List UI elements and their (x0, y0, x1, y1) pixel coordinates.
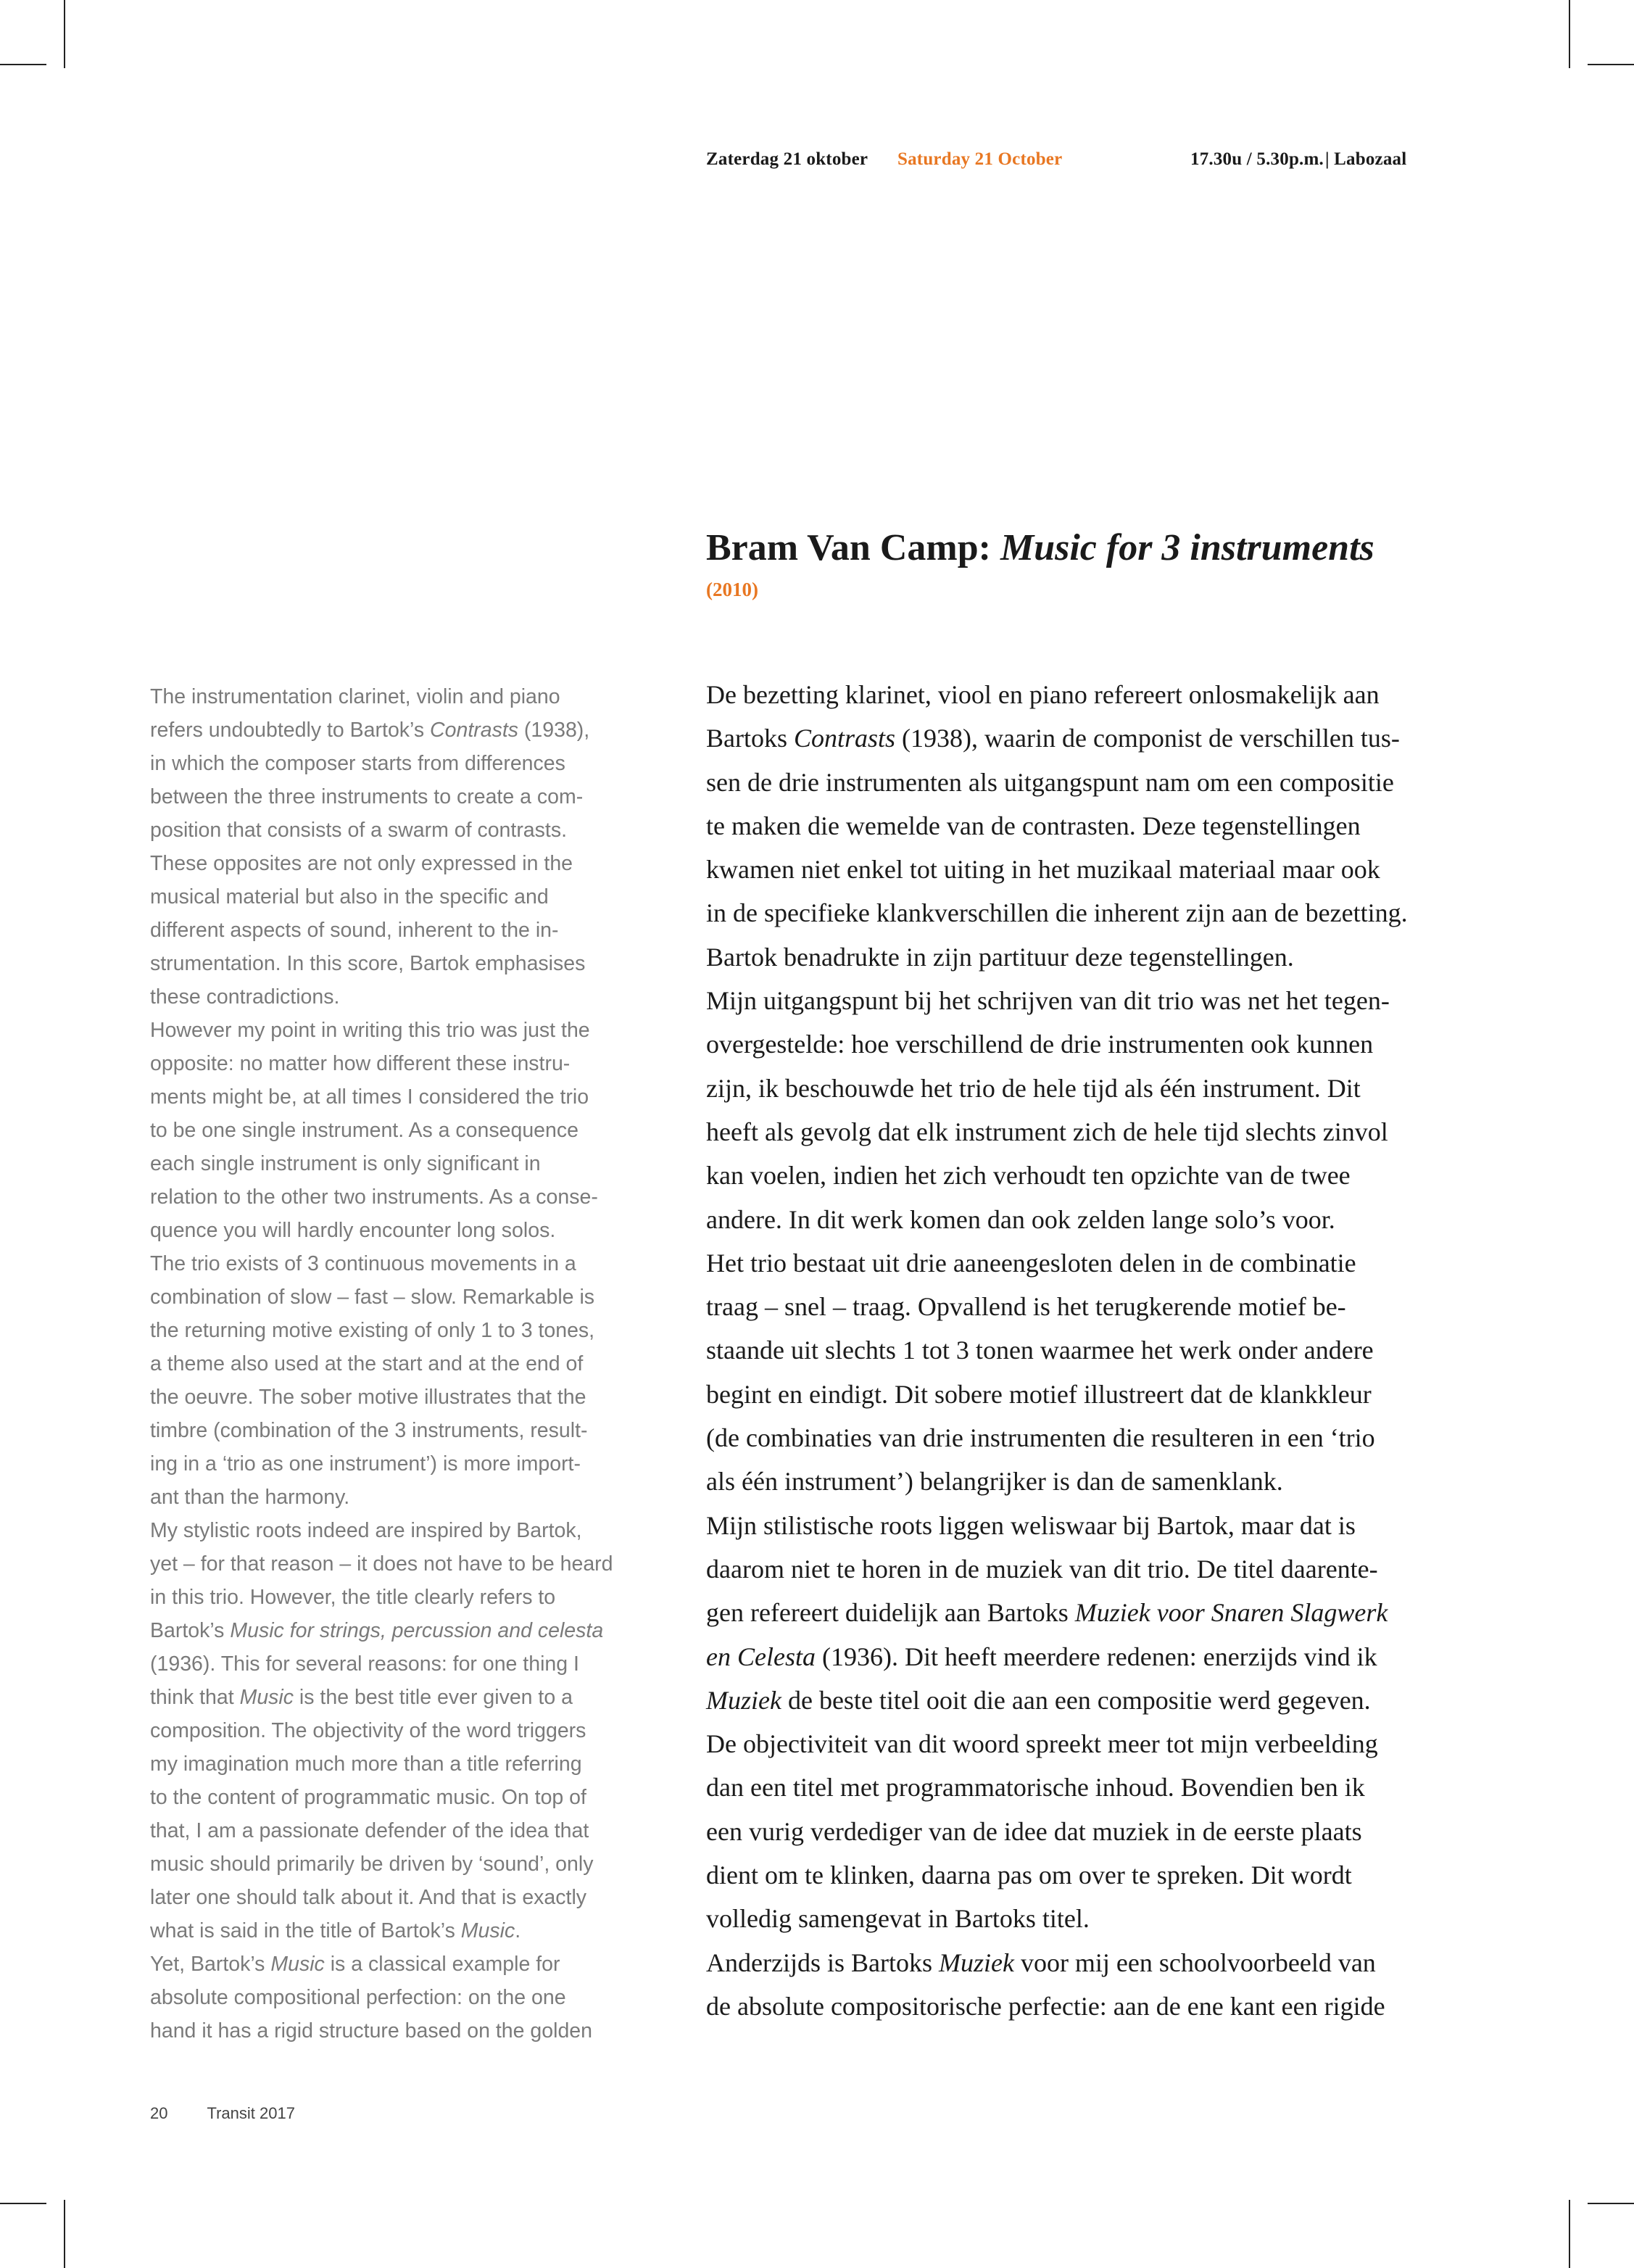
english-text-line-segment: relation to the other two instruments. As a conse- (150, 1185, 598, 1209)
english-text-line (150, 1847, 658, 1881)
english-text-line (150, 1647, 658, 1681)
crop-mark-top-left-horizontal (0, 64, 46, 65)
dutch-text-line (706, 1416, 1453, 1460)
english-text-line-segment: ments might be, at all times I considered the trio (150, 1085, 589, 1109)
crop-mark-bottom-left-horizontal (0, 2203, 46, 2204)
dutch-text-line (706, 1241, 1453, 1285)
dutch-text-line-segment: en Celesta (706, 1642, 816, 1671)
english-text-line (150, 1481, 658, 1514)
english-text-line (150, 713, 658, 747)
english-text-line (150, 1280, 658, 1314)
dutch-text-line (706, 1154, 1453, 1197)
english-text-line-segment: between the three instruments to create a com- (150, 785, 584, 808)
english-text-line-segment: Music (239, 1686, 294, 1709)
dutch-text-line-segment: Anderzijds is Bartoks (706, 1948, 939, 1977)
dutch-text-line-segment: zijn, ik beschouwde het trio de hele tijd als één instrument. Dit (706, 1073, 1361, 1103)
dutch-text-line-segment: sen de drie instrumenten als uitgangspunt nam om een compositie (706, 767, 1394, 797)
english-text-line (150, 1347, 658, 1381)
crop-mark-top-right-horizontal (1588, 64, 1634, 65)
dutch-text-line-segment: de absolute compositorische perfectie: aan de ene kant een rigide (706, 1991, 1385, 2021)
dutch-text-line-segment: gen refereert duidelijk aan Bartoks (706, 1598, 1075, 1628)
english-text-line (150, 1948, 658, 1981)
english-text-line-segment: Music (270, 1953, 325, 1976)
english-text-line-segment: timbre (combination of the 3 instruments, result- (150, 1419, 588, 1442)
english-text-line (150, 1681, 658, 1714)
dutch-text-line (706, 848, 1453, 891)
english-text-line-segment: musical material but also in the specific and (150, 885, 549, 909)
dutch-text-line (706, 673, 1453, 716)
english-text-line (150, 1147, 658, 1180)
english-text-line (150, 1514, 658, 1547)
english-text-line-segment: to be one single instrument. As a consequence (150, 1119, 578, 1142)
dutch-text-line (706, 1853, 1453, 1897)
english-text-line-segment: to the content of programmatic music. On top of (150, 1786, 586, 1809)
dutch-text-line-segment: Bartok benadrukte in zijn partituur deze tegenstellingen. (706, 942, 1294, 972)
dutch-text-line (706, 935, 1453, 979)
dutch-text-line-segment: Contrasts (794, 724, 896, 753)
english-text-line (150, 1747, 658, 1781)
english-text-line-segment: is the best title ever given to a (294, 1686, 573, 1709)
piece-title (706, 526, 1576, 569)
dutch-text-line (706, 1022, 1453, 1066)
dutch-text-line-segment: traag – snel – traag. Opvallend is het terugkerende motief be- (706, 1292, 1346, 1322)
dutch-text-line (706, 1547, 1453, 1591)
event-date-dutch: Zaterdag 21 oktober (706, 149, 868, 169)
english-text-line (150, 780, 658, 814)
english-text-line-segment: yet – for that reason – it does not have to be heard (150, 1552, 613, 1576)
english-text-line (150, 1781, 658, 1814)
dutch-text-column (706, 673, 1453, 2028)
english-text-line (150, 1014, 658, 1047)
english-text-line (150, 1714, 658, 1747)
english-text-line-segment: Music for strings, percussion and celesta (230, 1619, 604, 1642)
dutch-text-line (706, 1984, 1453, 2028)
english-text-line-segment: is a classical example for (324, 1953, 560, 1976)
dutch-text-line-segment: een vurig verdediger van de idee dat muziek in de eerste plaats (706, 1816, 1362, 1846)
dutch-text-line-segment: volledig samengevat in Bartoks titel. (706, 1904, 1090, 1934)
dutch-text-line (706, 1897, 1453, 1940)
piece-year: (2010) (706, 579, 758, 600)
dutch-text-line-segment: kwamen niet enkel tot uiting in het muzikaal materiaal maar ook (706, 855, 1380, 885)
english-text-line-segment: each single instrument is only significant in (150, 1152, 541, 1175)
dutch-text-line (706, 1722, 1453, 1766)
english-text-line-segment: later one should talk about it. And that is exactly (150, 1886, 587, 1909)
dutch-text-line-segment: Mijn stilistische roots liggen weliswaar bij Bartok, maar dat is (706, 1510, 1356, 1540)
crop-mark-bottom-right-horizontal (1588, 2203, 1634, 2204)
composer-name: Bram Van Camp: (706, 527, 1000, 568)
dutch-text-line (706, 1591, 1453, 1634)
dutch-text-line-segment: Muziek (938, 1948, 1014, 1977)
dutch-text-line-segment: kan voelen, indien het zich verhoudt ten opzichte van de twee (706, 1161, 1351, 1191)
english-text-line-segment: refers undoubtedly to Bartok’s (150, 719, 431, 742)
english-text-line-segment: These opposites are not only expressed in the (150, 852, 573, 875)
dutch-text-line-segment: staande uit slechts 1 tot 3 tonen waarmee het werk onder andere (706, 1336, 1374, 1365)
english-text-line (150, 1047, 658, 1080)
english-text-line (150, 680, 658, 713)
english-text-line (150, 1814, 658, 1847)
english-text-line-segment: combination of slow – fast – slow. Remarkable is (150, 1286, 595, 1309)
english-text-line-segment: hand it has a rigid structure based on the golden (150, 2019, 592, 2043)
dutch-text-line-segment: als één instrument’) belangrijker is dan de samenklank. (706, 1467, 1283, 1497)
dutch-text-line-segment: begint en eindigt. Dit sobere motief illustreert dat de klankkleur (706, 1379, 1372, 1409)
english-text-line (150, 747, 658, 780)
dutch-text-line-segment: overgestelde: hoe verschillend de drie instrumenten ook kunnen (706, 1030, 1374, 1059)
crop-mark-top-right-vertical (1569, 0, 1570, 68)
crop-mark-top-left-vertical (64, 0, 65, 68)
dutch-text-line-segment: daarom niet te horen in de muziek van dit trio. De titel daarente- (706, 1554, 1378, 1584)
english-text-line-segment: ant than the harmony. (150, 1486, 350, 1509)
english-text-line-segment: The instrumentation clarinet, violin and piano (150, 685, 560, 708)
work-title: Music for 3 instruments (1000, 527, 1374, 568)
english-text-line (150, 847, 658, 880)
dutch-text-line-segment: voor mij een schoolvoorbeeld van (1013, 1948, 1376, 1977)
dutch-text-line (706, 1285, 1453, 1328)
dutch-text-line (706, 891, 1453, 935)
english-text-line (150, 947, 658, 980)
page-number: 20 (150, 2104, 168, 2122)
dutch-text-line (706, 716, 1453, 760)
english-text-line-segment: strumentation. In this score, Bartok emphasises (150, 952, 586, 975)
english-text-line-segment: absolute compositional perfection: on the one (150, 1986, 566, 2009)
dutch-text-line-segment: te maken die wemelde van de contrasten. Deze tegenstellingen (706, 811, 1361, 840)
dutch-text-line (706, 1679, 1453, 1722)
english-text-line (150, 914, 658, 947)
english-text-line-segment: Yet, Bartok’s (150, 1953, 271, 1976)
dutch-text-line (706, 1766, 1453, 1809)
event-venue: | Labozaal (1325, 149, 1407, 169)
english-text-line-segment: Bartok’s (150, 1619, 231, 1642)
dutch-text-line-segment: dan een titel met programmatorische inhoud. Bovendien ben ik (706, 1773, 1365, 1803)
english-text-line-segment: these contradictions. (150, 985, 340, 1009)
crop-mark-bottom-right-vertical (1569, 2200, 1570, 2268)
english-text-line (150, 1614, 658, 1647)
dutch-text-line (706, 1110, 1453, 1154)
dutch-text-line (706, 761, 1453, 804)
english-text-line-segment: a theme also used at the start and at the end of (150, 1352, 584, 1375)
english-text-column (150, 680, 658, 2048)
english-text-line-segment: Music (460, 1919, 515, 1942)
dutch-text-line (706, 979, 1453, 1022)
dutch-text-line-segment: Muziek (706, 1685, 781, 1715)
dutch-text-line-segment: (1936). Dit heeft meerdere redenen: enerzijds vind ik (815, 1642, 1377, 1671)
dutch-text-line-segment: dient om te klinken, daarna pas om over te spreken. Dit wordt (706, 1861, 1352, 1890)
english-text-line (150, 1914, 658, 1948)
english-text-line (150, 1981, 658, 2014)
dutch-text-line-segment: Bartoks (706, 724, 794, 753)
english-text-line-segment: opposite: no matter how different these instru- (150, 1052, 571, 1075)
dutch-text-line (706, 1067, 1453, 1110)
english-text-line (150, 980, 658, 1014)
dutch-text-line-segment: andere. In dit werk komen dan ook zelden lange solo’s voor. (706, 1204, 1335, 1234)
dutch-text-line-segment: (de combinaties van drie instrumenten die resulteren in een ‘trio (706, 1423, 1375, 1453)
english-text-line-segment: in this trio. However, the title clearly refers to (150, 1586, 556, 1609)
page-footer (150, 2104, 334, 2123)
english-text-line-segment: in which the composer starts from differences (150, 752, 565, 775)
english-text-line (150, 1547, 658, 1581)
english-text-line-segment: However my point in writing this trio was just the (150, 1019, 590, 1042)
dutch-text-line-segment: De bezetting klarinet, viool en piano refereert onlosmakelijk aan (706, 680, 1380, 709)
english-text-line (150, 2014, 658, 2048)
english-text-line-segment: quence you will hardly encounter long solos. (150, 1219, 556, 1242)
english-text-line-segment: position that consists of a swarm of contrasts. (150, 819, 567, 842)
dutch-text-line (706, 804, 1453, 848)
english-text-line-segment: the returning motive existing of only 1 to 3 tones, (150, 1319, 595, 1342)
english-text-line-segment: ing in a ‘trio as one instrument’) is more import- (150, 1452, 581, 1476)
english-text-line-segment: Contrasts (430, 719, 518, 742)
dutch-text-line (706, 1504, 1453, 1547)
english-text-line (150, 1314, 658, 1347)
english-text-line-segment: composition. The objectivity of the word triggers (150, 1719, 586, 1742)
english-text-line (150, 1080, 658, 1114)
english-text-line-segment: music should primarily be driven by ‘sound’, only (150, 1853, 594, 1876)
english-text-line-segment: the oeuvre. The sober motive illustrates that the (150, 1386, 586, 1409)
english-text-line-segment: my imagination much more than a title referring (150, 1752, 582, 1776)
english-text-line-segment: different aspects of sound, inherent to the in- (150, 919, 559, 942)
english-text-line (150, 1180, 658, 1214)
english-text-line-segment: what is said in the title of Bartok’s (150, 1919, 461, 1942)
event-header (706, 149, 1443, 178)
dutch-text-line (706, 1941, 1453, 1984)
english-text-line (150, 1381, 658, 1414)
dutch-text-line-segment: (1938), waarin de componist de verschillen tus- (895, 724, 1400, 753)
dutch-text-line-segment: in de specifieke klankverschillen die inherent zijn aan de bezetting. (706, 898, 1408, 928)
dutch-text-line (706, 1198, 1453, 1241)
english-text-line (150, 1414, 658, 1447)
dutch-text-line-segment: de beste titel ooit die aan een compositie werd gegeven. (781, 1685, 1371, 1715)
english-text-line (150, 1114, 658, 1147)
dutch-text-line-segment: Mijn uitgangspunt bij het schrijven van dit trio was net het tegen- (706, 986, 1390, 1016)
english-text-line-segment: (1938), (518, 719, 590, 742)
dutch-text-line (706, 1460, 1453, 1503)
dutch-text-line (706, 1810, 1453, 1853)
english-text-line (150, 880, 658, 914)
english-text-line-segment: My stylistic roots indeed are inspired by Bartok, (150, 1519, 582, 1542)
dutch-text-line-segment: Het trio bestaat uit drie aaneengesloten delen in de combinatie (706, 1248, 1356, 1278)
english-text-line-segment: . (515, 1919, 521, 1942)
dutch-text-line-segment: heeft als gevolg dat elk instrument zich de hele tijd slechts zinvol (706, 1117, 1388, 1146)
event-time: 17.30u / 5.30p.m. (1190, 149, 1324, 169)
dutch-text-line (706, 1328, 1453, 1372)
event-date-english: Saturday 21 October (897, 149, 1063, 169)
dutch-text-line-segment: Muziek voor Snaren Slagwerk (1074, 1598, 1388, 1628)
english-text-line-segment: (1936). This for several reasons: for one thing I (150, 1652, 579, 1676)
english-text-line (150, 1581, 658, 1614)
english-text-line (150, 1881, 658, 1914)
english-text-line (150, 1214, 658, 1247)
crop-mark-bottom-left-vertical (64, 2200, 65, 2268)
english-text-line-segment: that, I am a passionate defender of the idea that (150, 1819, 589, 1842)
english-text-line (150, 1247, 658, 1280)
dutch-text-line (706, 1635, 1453, 1679)
english-text-line (150, 1447, 658, 1481)
english-text-line (150, 814, 658, 847)
dutch-text-line (706, 1373, 1453, 1416)
dutch-text-line-segment: De objectiviteit van dit woord spreekt meer tot mijn verbeelding (706, 1729, 1378, 1759)
english-text-line-segment: think that (150, 1686, 240, 1709)
publication-name: Transit 2017 (207, 2104, 295, 2122)
english-text-line-segment: The trio exists of 3 continuous movements in a (150, 1252, 576, 1275)
